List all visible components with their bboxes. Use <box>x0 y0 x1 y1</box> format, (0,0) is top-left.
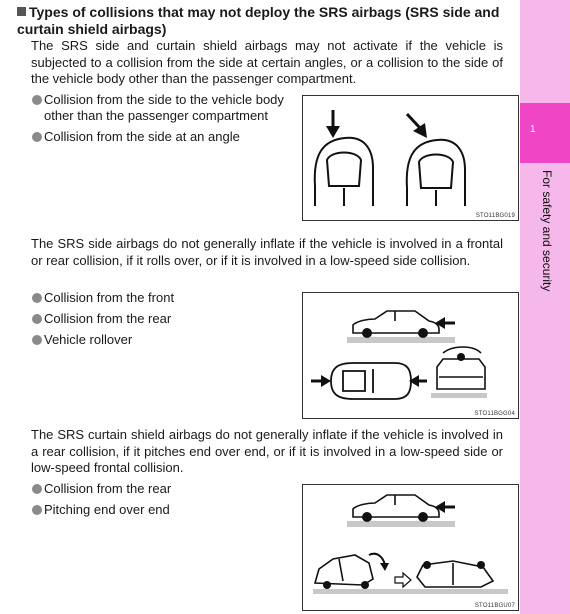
paragraph-2: The SRS side airbags do not generally inflate if the vehicle is involved in a frontal or rear collision, if it rolls over, or if it is involved in a low-speed side collision. <box>31 236 503 268</box>
list-item-text: Collision from the side at an angle <box>44 129 240 144</box>
list-item <box>31 481 293 497</box>
figure-side-collision <box>302 95 519 221</box>
bullet-icon <box>32 293 42 303</box>
figure-rear-pitching <box>302 484 519 611</box>
heading-square-icon <box>17 7 26 16</box>
figure-front-rear-rollover <box>302 292 519 419</box>
paragraph-1: The SRS side and curtain shield airbags may not activate if the vehicle is subjected to a collision from the side at certain angles, or a collision to the side of the vehicle body other than the passenger compartment. <box>31 38 503 86</box>
figure-code: STO11BGU07 <box>474 603 515 609</box>
rear-pitching-illustration <box>303 485 518 610</box>
list-item <box>31 502 293 518</box>
bullet-list-2 <box>31 290 293 353</box>
chapter-sidebar <box>520 0 570 614</box>
paragraph-3: The SRS curtain shield airbags do not generally inflate if the vehicle is involved in a rear collision, if it pitches end over end, or if it is involved in a low-speed side or low-speed frontal collision. <box>31 427 503 475</box>
list-item <box>31 332 293 348</box>
bullet-list-3 <box>31 481 293 523</box>
list-item <box>31 311 293 327</box>
list-item-text: Collision from the rear <box>44 311 172 326</box>
bullet-icon <box>32 484 42 494</box>
chapter-title: For safety and security <box>540 170 554 292</box>
section-title: Types of collisions that may not deploy the SRS airbags (SRS side and curtain shield airbags) <box>17 4 500 37</box>
chapter-tab <box>520 103 570 163</box>
front-rear-rollover-illustration <box>303 293 518 418</box>
bullet-list-1 <box>31 92 293 150</box>
list-item-text: Vehicle rollover <box>44 332 133 347</box>
bullet-icon <box>32 505 42 515</box>
section-heading <box>17 4 512 38</box>
side-collision-illustration <box>303 96 518 220</box>
list-item <box>31 290 293 306</box>
figure-code: STO11BGG04 <box>474 411 515 417</box>
bullet-icon <box>32 314 42 324</box>
bullet-icon <box>32 95 42 105</box>
chapter-number: 1 <box>530 124 536 135</box>
figure-code: STO11BG019 <box>475 213 515 219</box>
list-item-text: Collision from the side to the vehicle body other than the passenger compartment <box>44 92 284 123</box>
list-item-text: Collision from the front <box>44 290 175 305</box>
list-item <box>31 129 293 145</box>
list-item-text: Pitching end over end <box>44 502 170 517</box>
bullet-icon <box>32 335 42 345</box>
bullet-icon <box>32 132 42 142</box>
list-item-text: Collision from the rear <box>44 481 172 496</box>
list-item <box>31 92 293 124</box>
